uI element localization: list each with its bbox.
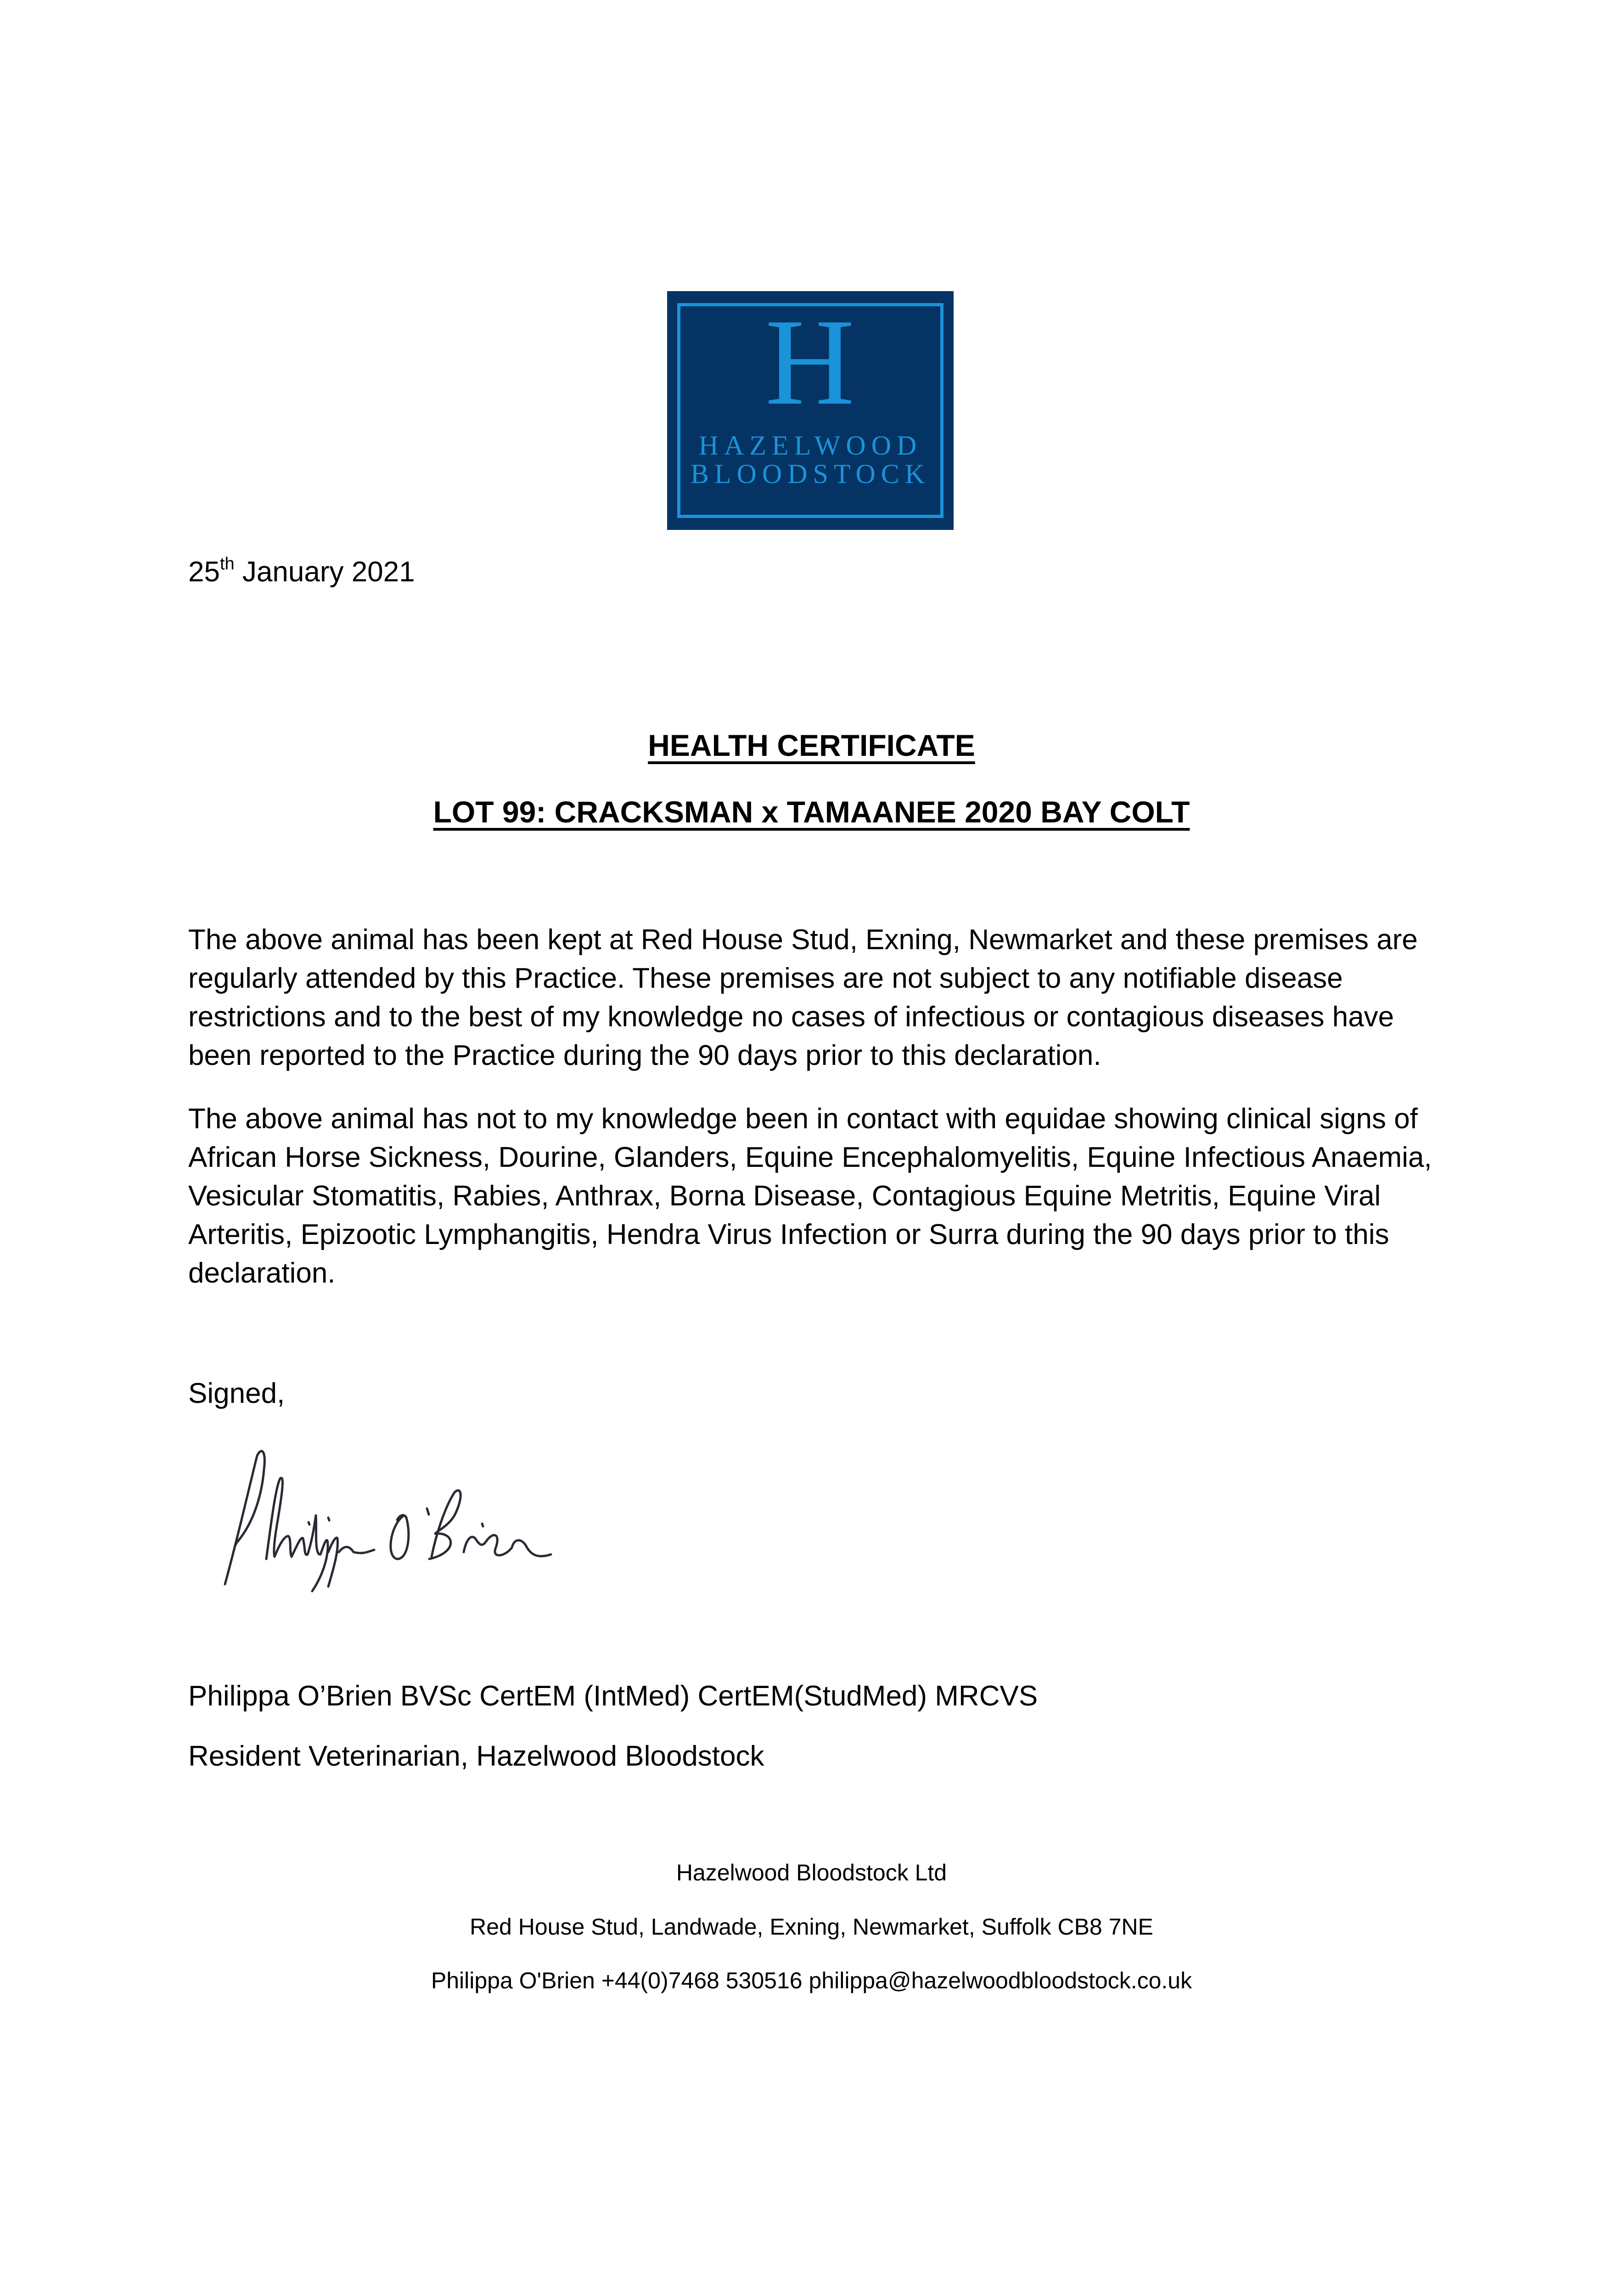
lot-heading: LOT 99: CRACKSMAN x TAMAANEE 2020 BAY COLT — [433, 795, 1190, 829]
signature-stroke-o — [391, 1515, 409, 1559]
signature-stroke-p — [225, 1451, 264, 1584]
footer-contact: Philippa O'Brien +44(0)7468 530516 philippa@hazelwoodbloodstock.co.uk — [431, 1968, 1192, 1993]
logo-monogram: H — [765, 293, 856, 431]
signature-apostrophe — [427, 1508, 429, 1514]
signature-stroke-h — [266, 1478, 292, 1559]
premises-declaration-paragraph: The above animal has been kept at Red House Stud, Exning, Newmarket and these premises are regularly attended by this Practice. These premises are not subject to any notifiable disease restrictions and to the best of my knowledge no cases of infectious or contagious diseases have been reported to the Practice during the 90 days prior to this declaration. — [188, 924, 1418, 1071]
disease-contact-declaration-paragraph: The above animal has not to my knowledge been in contact with equidae showing clinical signs of African Horse Sickness, Dourine, Glanders, Equine Encephalomyelitis, Equine Infectious Anaemia, Vesicular Stomatitis, Rabies, Anthrax, Borna Disease, Contagious Equine Metritis, Equine Viral Arteritis, Epizootic Lymphangitis, Hendra Virus Infection or Surra during the 90 days prior to this declaration. — [188, 1103, 1432, 1289]
company-logo — [667, 291, 954, 530]
footer-address: Red House Stud, Landwade, Exning, Newmarket, Suffolk CB8 7NE — [470, 1914, 1153, 1940]
footer-company-name: Hazelwood Bloodstock Ltd — [676, 1860, 947, 1885]
veterinarian-role: Resident Veterinarian, Hazelwood Bloodstock — [188, 1740, 764, 1772]
signature-stroke-il — [292, 1515, 319, 1557]
signature-dot-3 — [482, 1524, 483, 1526]
signature-stroke-ipp — [312, 1538, 374, 1591]
date-month-year: January 2021 — [234, 556, 415, 588]
veterinarian-name-credentials: Philippa O’Brien BVSc CertEM (IntMed) CertEM(StudMed) MRCVS — [188, 1680, 1038, 1712]
date-day: 25 — [188, 556, 220, 588]
signature-dot-2 — [328, 1518, 329, 1520]
certificate-title: HEALTH CERTIFICATE — [648, 728, 975, 762]
logo-wordmark-line2: BLOODSTOCK — [690, 459, 931, 489]
date-ordinal-suffix: th — [219, 554, 235, 574]
document-date — [188, 553, 1451, 591]
signed-label: Signed, — [188, 1378, 285, 1409]
logo-wordmark-line1: HAZELWOOD — [698, 430, 922, 461]
handwritten-signature — [216, 1442, 702, 1593]
signature-stroke-brien — [429, 1491, 551, 1559]
